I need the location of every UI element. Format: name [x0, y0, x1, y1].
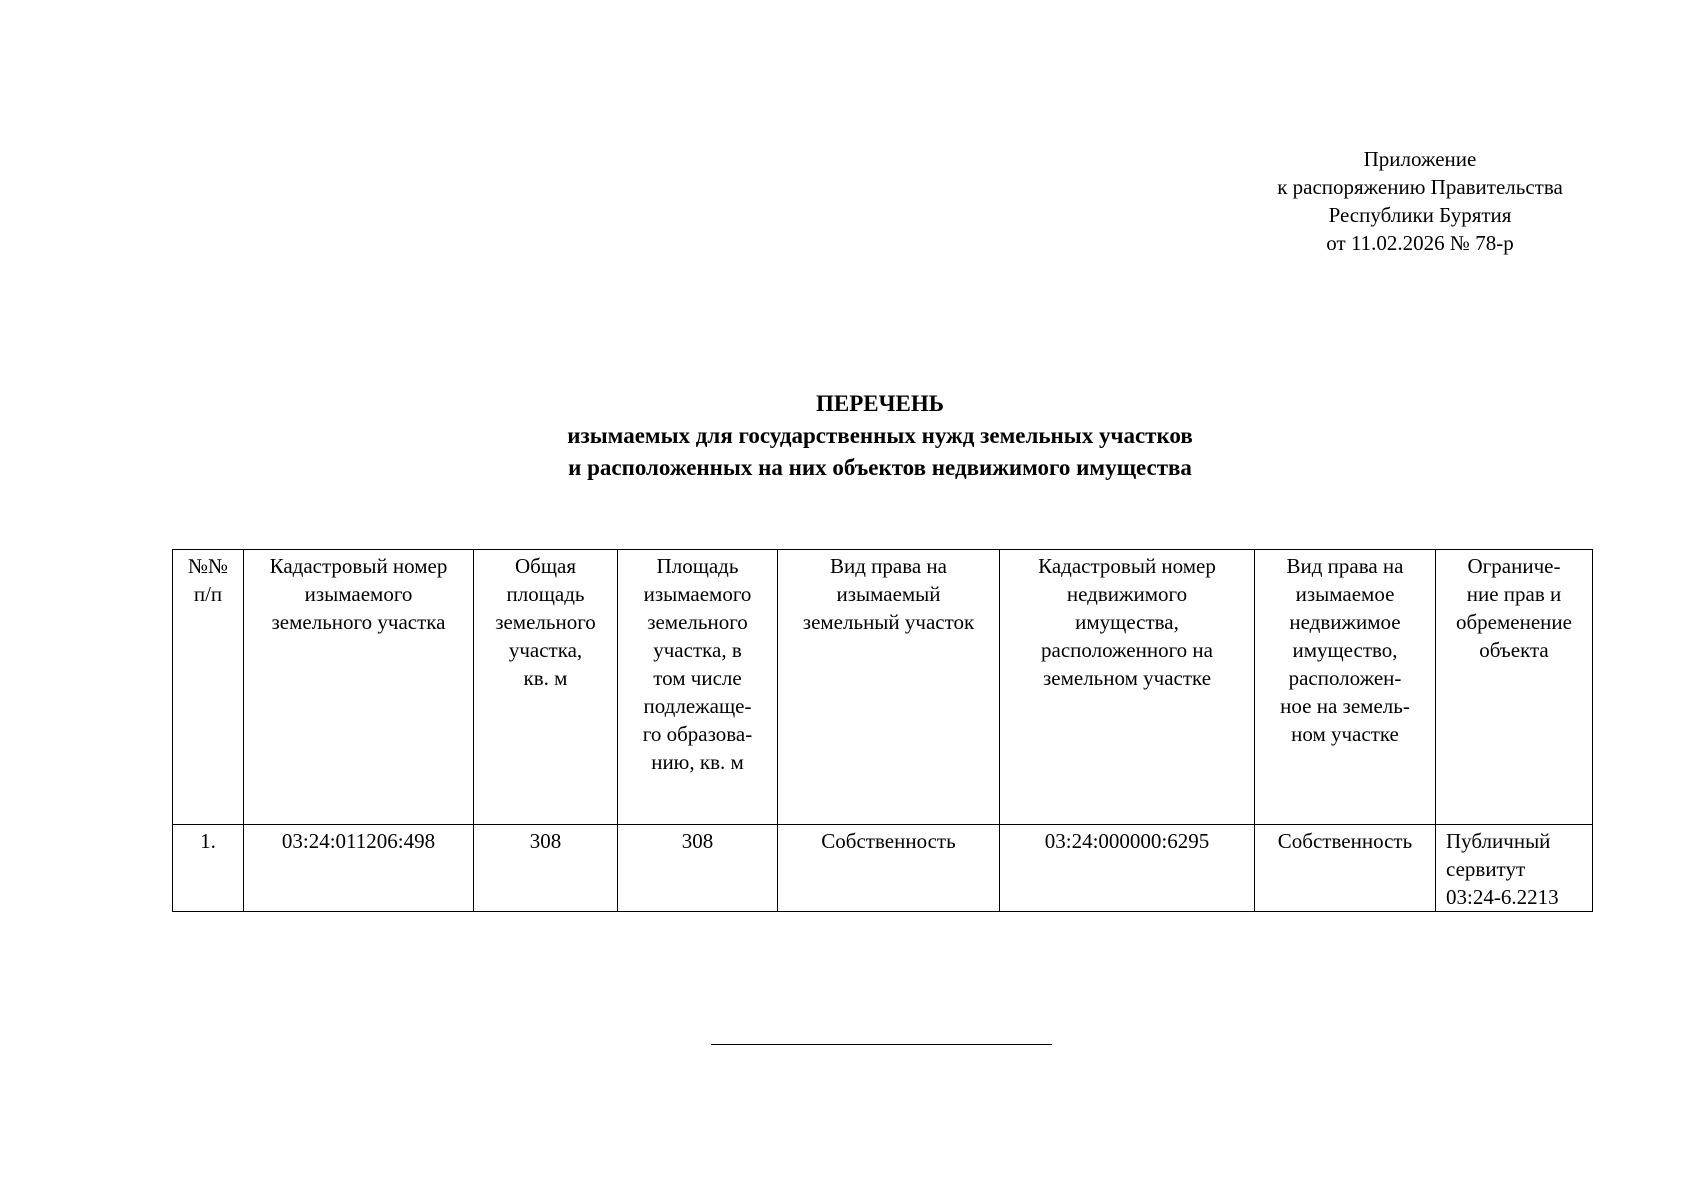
cell-total-area: 308 — [474, 825, 618, 912]
cell-encumbrance: Публичный сервитут 03:24-6.2213 — [1436, 825, 1593, 912]
land-plots-table — [172, 549, 1593, 912]
title-subtitle-line: и расположенных на них объектов недвижимого имущества — [568, 455, 1192, 480]
appendix-line: от 11.02.2026 № 78-р — [1326, 231, 1514, 255]
appendix-line: Приложение — [1363, 147, 1477, 171]
title-heading: ПЕРЕЧЕНЬ — [816, 391, 944, 416]
document-title — [380, 388, 1380, 484]
header-cell-seized-area: Площадь изымаемого земельного участка, в том числе подлежаще- го образова- нию, кв. м — [618, 550, 778, 825]
appendix-line: к распоряжению Правительства — [1277, 175, 1563, 199]
signature-divider — [711, 1044, 1052, 1045]
header-cell-land-cadastral: Кадастровый номер изымаемого земельного участка — [244, 550, 474, 825]
appendix-line: Республики Бурятия — [1328, 203, 1512, 227]
header-cell-property-cadastral: Кадастровый номер недвижимого имущества, расположенного на земельном участке — [1000, 550, 1255, 825]
header-cell-property-right: Вид права на изымаемое недвижимое имущество, расположен- ное на земель- ном участке — [1255, 550, 1436, 825]
table-row — [173, 825, 1593, 912]
cell-number: 1. — [173, 825, 244, 912]
cell-seized-area: 308 — [618, 825, 778, 912]
title-subtitle-line: изымаемых для государственных нужд земельных участков — [567, 423, 1193, 448]
header-cell-total-area: Общая площадь земельного участка, кв. м — [474, 550, 618, 825]
cell-land-right: Собственность — [778, 825, 1000, 912]
cell-land-cadastral: 03:24:011206:498 — [244, 825, 474, 912]
cell-property-right: Собственность — [1255, 825, 1436, 912]
header-cell-number: №№ п/п — [173, 550, 244, 825]
cell-property-cadastral: 03:24:000000:6295 — [1000, 825, 1255, 912]
header-cell-land-right: Вид права на изымаемый земельный участок — [778, 550, 1000, 825]
table-header-row — [173, 550, 1593, 825]
appendix-note — [1205, 145, 1635, 257]
header-cell-encumbrance: Ограниче- ние прав и обременение объекта — [1436, 550, 1593, 825]
